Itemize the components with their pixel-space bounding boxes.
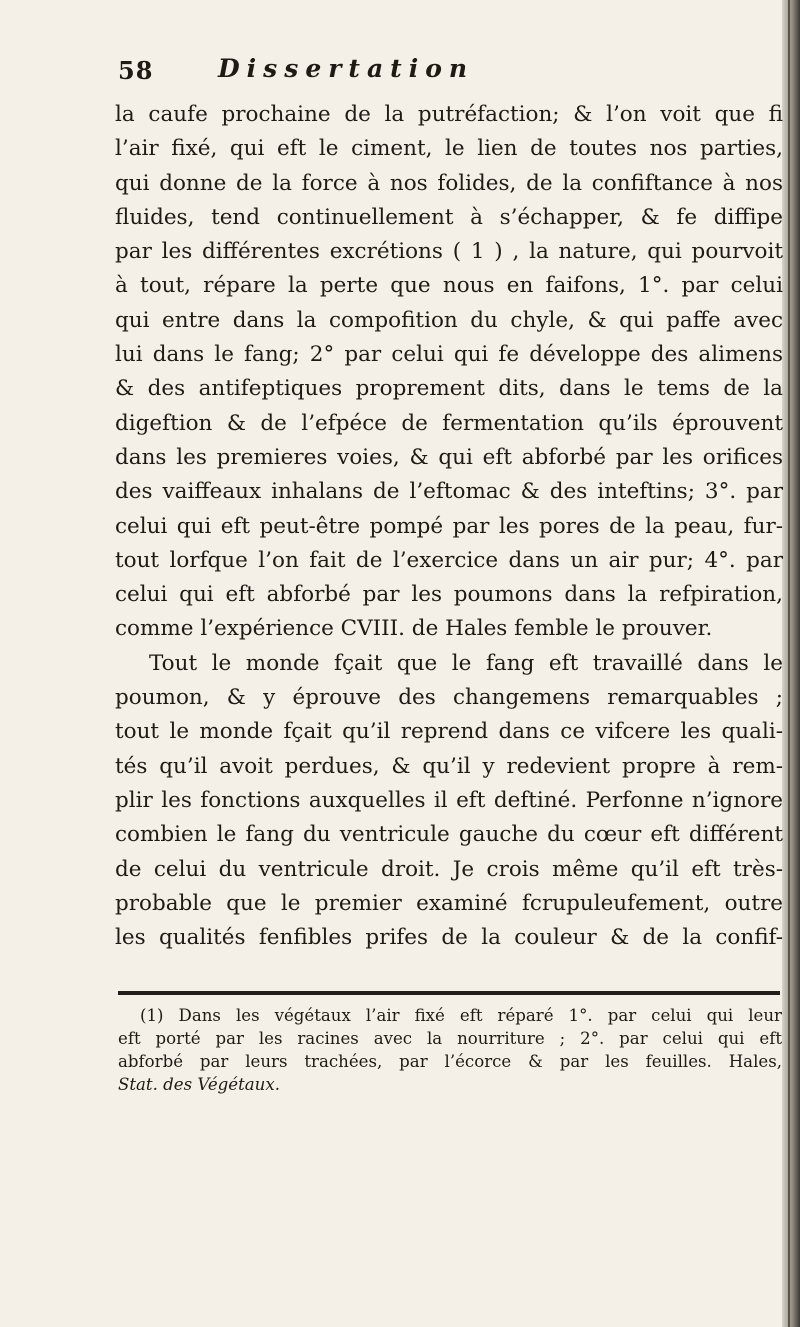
text-line: digeftion & de l’efpéce de fermentation qu’ils éprouvent: [115, 410, 783, 436]
footnote-line: eft porté par les racines avec la nourriture ; 2°. par celui qui eft: [118, 1029, 782, 1048]
text-line: tout lorfque l’on fait de l’exercice dans un air pur; 4°. par: [115, 547, 783, 573]
text-line: lui dans le fang; 2° par celui qui fe développe des alimens: [115, 342, 783, 368]
footnote-line: (1) Dans les végétaux l’air fixé eft réparé 1°. par celui qui leur: [140, 1006, 782, 1025]
page-header: [118, 50, 758, 90]
text-line: des vaiffeaux inhalans de l’eftomac & des inteftins; 3°. par: [115, 479, 783, 505]
page-edge-line: [788, 0, 790, 1327]
page-number: 58: [118, 56, 154, 85]
page-edge-shadow: [782, 0, 800, 1327]
footnote-line: Stat. des Végétaux.: [118, 1075, 280, 1094]
footnote-line: abforbé par leurs trachées, par l’écorce & par les feuilles. Hales,: [118, 1052, 782, 1071]
text-line: probable que le premier examiné fcrupuleufement, outre: [115, 890, 783, 916]
text-line: dans les premieres voies, & qui eft abforbé par les orifices: [115, 444, 783, 470]
text-line: l’air fixé, qui eft le ciment, le lien de toutes nos parties,: [115, 136, 783, 162]
text-line: qui entre dans la compofition du chyle, & qui paffe avec: [115, 307, 783, 333]
text-line: tout le monde fçait qu’il reprend dans ce vifcere les quali-: [115, 719, 783, 745]
text-line: poumon, & y éprouve des changemens remarquables ;: [115, 685, 783, 711]
text-line: Tout le monde fçait que le fang eft travaillé dans le: [149, 650, 783, 676]
footnote: [118, 1004, 782, 1096]
text-line: & des antifeptiques proprement dits, dans le tems de la: [115, 376, 783, 402]
text-line: celui qui eft abforbé par les poumons dans la refpiration,: [115, 582, 783, 608]
text-line: à tout, répare la perte que nous en faifons, 1°. par celui: [115, 273, 783, 299]
text-line: celui qui eft peut-être pompé par les pores de la peau, fur-: [115, 513, 783, 539]
text-line: par les différentes excrétions ( 1 ) , la nature, qui pourvoit: [115, 239, 783, 265]
text-line: qui donne de la force à nos folides, de la confiftance à nos: [115, 170, 783, 196]
text-line: les qualités fenfibles prifes de la couleur & de la confif-: [115, 925, 783, 951]
text-line: combien le fang du ventricule gauche du cœur eft différent: [115, 822, 783, 848]
text-line: plir les fonctions auxquelles il eft deftiné. Perfonne n’ignore: [115, 787, 783, 813]
text-line: comme l’expérience CVIII. de Hales femble le prouver.: [115, 616, 713, 642]
main-text: [115, 98, 783, 955]
running-title: Dissertation: [218, 54, 475, 83]
footnote-rule: [118, 991, 780, 995]
text-line: de celui du ventricule droit. Je crois même qu’il eft très-: [115, 856, 783, 882]
text-line: fluides, tend continuellement à s’échapper, & fe diffipe: [115, 204, 783, 230]
text-line: la caufe prochaine de la putréfaction; & l’on voit que fi: [115, 102, 783, 127]
text-line: tés qu’il avoit perdues, & qu’il y redevient propre à rem-: [115, 753, 783, 779]
